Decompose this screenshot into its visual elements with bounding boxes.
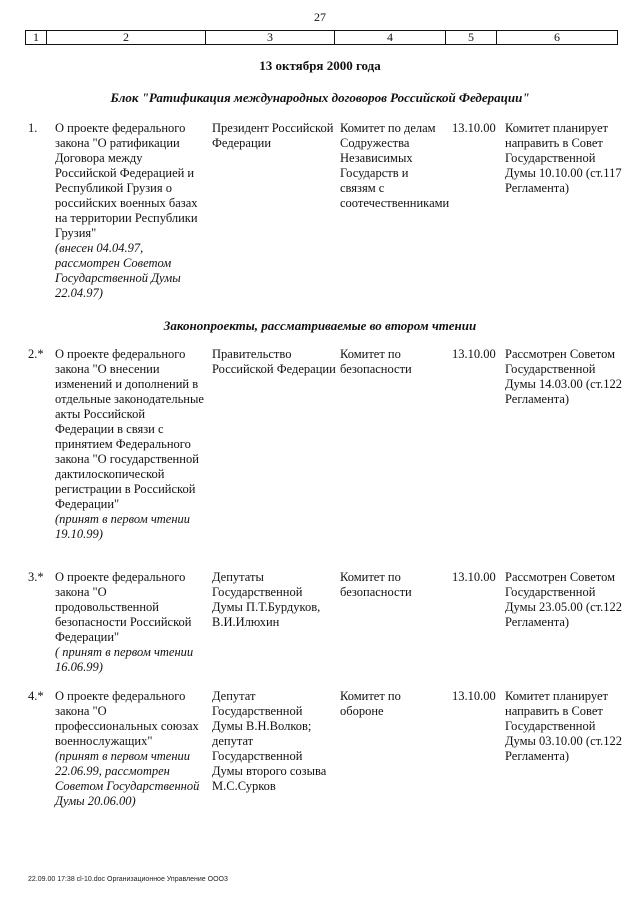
column-number: 4 (335, 31, 446, 45)
entry-committee: Комитет по безопасности (340, 570, 412, 599)
entry-initiator: Президент Российской Федерации (212, 121, 334, 150)
entry-date: 13.10.00 (452, 121, 496, 135)
entry-note: ( принят в первом чтении 16.06.99) (55, 645, 194, 674)
entry-note: (внесен 04.04.97, рассмотрен Советом Государственной Думы 22.04.97) (55, 241, 181, 300)
entry-title: О проекте федерального закона "О внесении изменений и дополнений в отдельные законодательные акты Российской Федерации в связи с принятием Федерального закона "О государственной дактилоскопической регистрации в Российской Федерации" (55, 347, 204, 511)
entry-number: 3.* (28, 570, 44, 584)
column-number-header (25, 30, 618, 45)
column-number: 3 (206, 31, 335, 45)
entry-initiator: Депутаты Государственной Думы П.Т.Бурдуков, В.И.Илюхин (212, 570, 321, 629)
entry-title-cell (55, 570, 207, 675)
section-title-second-reading: Законопроекты, рассматриваемые во втором чтении (163, 318, 477, 333)
entry-number: 1. (28, 121, 38, 135)
entry-initiator: Депутат Государственной Думы В.Н.Волков; депутат Государственной Думы второго созыва М.С.Сурков (212, 689, 327, 793)
entry-title-cell (55, 121, 207, 301)
document-footer: 22.09.00 17:38 cl-10.doc Организационное Управление ООО3 (28, 876, 228, 883)
column-number: 5 (446, 31, 497, 45)
entry-note: (принят в первом чтении 22.06.99, рассмотрен Советом Государственной Думы 20.06.00) (55, 749, 200, 808)
entry-date: 13.10.00 (452, 689, 496, 703)
entry-committee: Комитет по обороне (340, 689, 401, 718)
entry-title: О проекте федерального закона "О профессиональных союзах военнослужащих" (55, 689, 199, 748)
entry-committee: Комитет по делам Содружества Независимых Государств и связям с соотечественниками (340, 121, 450, 210)
entry-number: 2.* (28, 347, 44, 361)
column-number: 1 (26, 31, 47, 45)
column-number: 6 (497, 31, 618, 45)
entry-title-cell (55, 689, 207, 809)
session-date: 13 октября 2000 года (259, 58, 381, 73)
section-title-ratification: Блок "Ратификация международных договоров Российской Федерации" (110, 90, 530, 105)
entry-status: Рассмотрен Советом Государственной Думы 23.05.00 (ст.122 Регламента) (505, 570, 623, 629)
page-number: 27 (314, 10, 326, 24)
entry-status: Комитет планирует направить в Совет Государственной Думы 10.10.00 (ст.117 Регламента) (505, 121, 622, 195)
entry-date: 13.10.00 (452, 347, 496, 361)
entry-status: Комитет планирует направить в Совет Государственной Думы 03.10.00 (ст.122 Регламента) (505, 689, 623, 763)
entry-date: 13.10.00 (452, 570, 496, 584)
entry-number: 4.* (28, 689, 44, 703)
entry-title: О проекте федерального закона "О продовольственной безопасности Российской Федерации" (55, 570, 192, 644)
entry-note: (принят в первом чтении 19.10.99) (55, 512, 191, 541)
entry-initiator: Правительство Российской Федерации (212, 347, 336, 376)
entry-status: Рассмотрен Советом Государственной Думы 14.03.00 (ст.122 Регламента) (505, 347, 623, 406)
entry-title-cell (55, 347, 207, 542)
entry-committee: Комитет по безопасности (340, 347, 412, 376)
column-number: 2 (47, 31, 206, 45)
entry-title: О проекте федерального закона "О ратификации Договора между Российской Федерацией и Республикой Грузия о российских военных базах на территории Республики Грузия" (55, 121, 198, 240)
